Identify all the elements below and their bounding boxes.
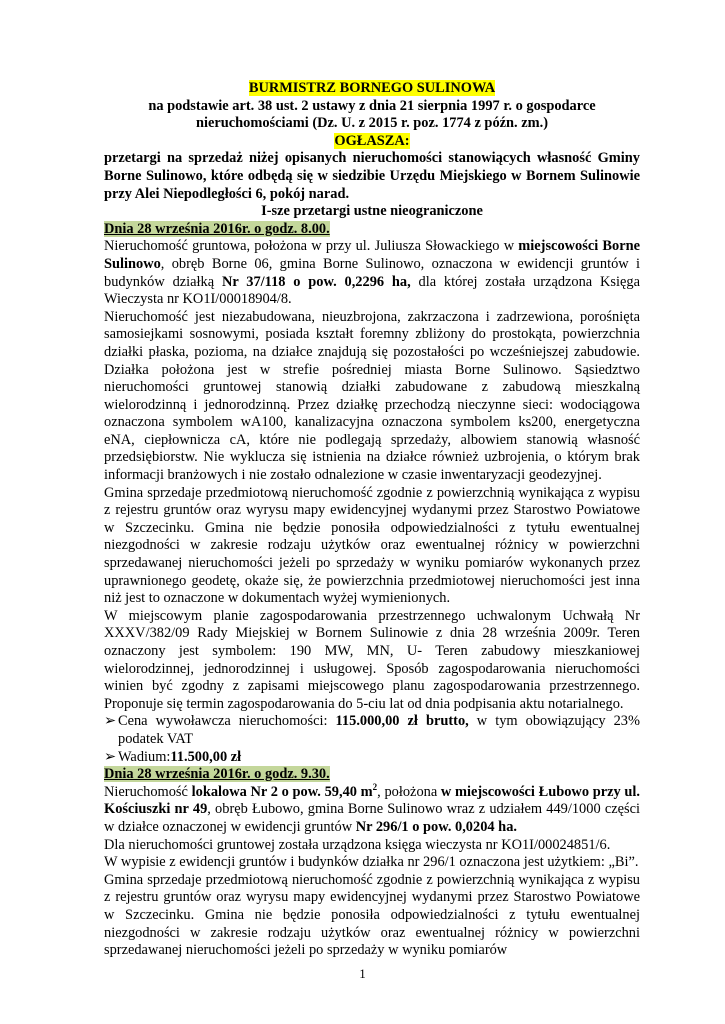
section-1-paragraph-2: Nieruchomość jest niezabudowana, nieuzbrojona, zakrzaczona i zadrzewiona, porośnięta samosiejkami sosnowymi, posiada kształt foremny zbliżony do prostokąta, powierzchnia działki płaska, pozioma, na działce znajdują się pozostałości po wcześniejszej zabudowie. Działka położona jest w strefie pośredniej miasta Borne Sulinowo. Sąsiedztwo nieruchomości gruntowej stanowią działki zabudowane z zabudową mieszkalną wielorodzinną i jednorodzinną. Przez działkę przechodzą nieczynne sieci: wodociągowa oznaczona symbolem wA100, kanalizacyjna oznaczona symbolem ks200, energetyczna eNA, ciepłownicza cA, które nie podlegają sprzedaży, albowiem stanowią własność przedsiębiorstw. Nie wyklucza się istnienia na działce również uzbrojenia, o którym brak informacji branżowych i nie zostało odnalezione w czasie inwentaryzacji geodezyjnej. xyxy=(104,308,640,484)
section-1-paragraph-3: Gmina sprzedaje przedmiotową nieruchomość zgodnie z powierzchnią wynikająca z wypisu z rejestru gruntów oraz wyrysu mapy ewidencyjnej wydanymi przez Starostwo Powiatowe w Szczecinku. Gmina nie będzie ponosiła odpowiedzialności z tytułu ewentualnej niezgodności w zakresie rodzaju użytków oraz ewentualnej różnicy w powierzchni sprzedawanej nieruchomości jeżeli po sprzedaży w wyniku pomiarów wykonanych przez uprawnionego geodetę, okaże się, że powierzchnia przedmiotowej nieruchomości jest inna niż jest to oznaczone w dokumentach wyżej wymienionych. xyxy=(104,484,640,607)
intro-paragraph: przetargi na sprzedaż niżej opisanych nieruchomości stanowiących własność Gminy Borne Sulinowo, które odbędą się w siedzibie Urzędu Miejskiego w Bornem Sulinowie przy Alei Niepodległości 6, pokój narad. xyxy=(104,150,640,202)
header xyxy=(104,80,640,150)
section-1 xyxy=(104,221,640,766)
price-bullet: ➢ Cena wywoławcza nieruchomości: 115.000,00 zł brutto, w tym obowiązujący 23% podatek VAT xyxy=(104,713,640,747)
arrow-bullet-icon: ➢ xyxy=(104,713,117,730)
section-2-paragraph-3: W wypisie z ewidencji gruntów i budynków działka nr 296/1 oznaczona jest użytkiem: „Bi”. xyxy=(104,854,639,871)
document-page xyxy=(104,80,640,960)
auction-type-subtitle: I-sze przetargi ustne nieograniczone xyxy=(261,203,483,220)
page-number: 1 xyxy=(359,966,366,981)
announces-heading: OGŁASZA: xyxy=(334,132,410,149)
legal-basis-line-2: nieruchomościami (Dz. U. z 2015 r. poz. 1774 z późn. zm.) xyxy=(196,115,548,132)
section-2-paragraph-1: Nieruchomość lokalowa Nr 2 o pow. 59,40 $m^2$, położona w miejscowości Łubowo przy ul. Kościuszki nr 49, obręb Łubowo, gmina Borne Sulinowo wraz z udziałem 449/1000 części w działce oznaczonej w ewidencji gruntów Nr 296/1 o pow. 0,0204 ha. xyxy=(104,781,640,835)
section-2-date: Dnia 28 września 2016r. o godz. 9.30. xyxy=(104,766,330,783)
section-1-paragraph-1: Nieruchomość gruntowa, położona w przy ul. Juliusza Słowackiego w miejscowości Borne Sulinowo, obręb Borne 06, gmina Borne Sulinowo, oznaczona w ewidencji gruntów i budynków działką Nr 37/118 o pow. 0,2296 ha, dla której została urządzona Księga Wieczysta nr KO1I/00018904/8. xyxy=(104,238,640,308)
section-1-date: Dnia 28 września 2016r. o godz. 8.00. xyxy=(104,220,330,237)
section-2-paragraph-4: Gmina sprzedaje przedmiotową nieruchomość zgodnie z powierzchnią wynikająca z wypisu z rejestru gruntów oraz wyrysu mapy ewidencyjnej wydanymi przez Starostwo Powiatowe w Szczecinku. Gmina nie będzie ponosiła odpowiedzialności z tytułu ewentualnej niezgodności w zakresie rodzaju użytków oraz ewentualnej różnicy w powierzchni sprzedawanej nieruchomości jeżeli po sprzedaży w wyniku pomiarów xyxy=(104,871,640,959)
arrow-bullet-icon: ➢ xyxy=(104,748,117,765)
section-2-paragraph-2: Dla nieruchomości gruntowej została urządzona księga wieczysta nr KO1I/00024851/6. xyxy=(104,836,611,853)
section-1-paragraph-4: W miejscowym planie zagospodarowania przestrzennego uchwalonym Uchwałą Nr XXXV/382/09 Rady Miejskiej w Bornem Sulinowie z dnia 28 września 2009r. Teren oznaczony jest symbolem: 190 MW, MN, U- Teren zabudowy mieszkaniowej wielorodzinnej, jednorodzinnej i usługowej. Sposób zagospodarowania nieruchomości winien być zgodny z zapisami miejscowego planu zagospodarowania przestrzennego. Proponuje się termin zagospodarowania do 5-ciu lat od dnia podpisania aktu notarialnego. xyxy=(104,607,640,712)
authority-title: BURMISTRZ BORNEGO SULINOWA xyxy=(248,80,496,96)
section-2 xyxy=(104,766,640,960)
legal-basis-line-1: na podstawie art. 38 ust. 2 ustawy z dnia 21 sierpnia 1997 r. o gospodarce xyxy=(148,97,596,114)
deposit-bullet: ➢ Wadium:11.500,00 zł xyxy=(104,748,242,765)
